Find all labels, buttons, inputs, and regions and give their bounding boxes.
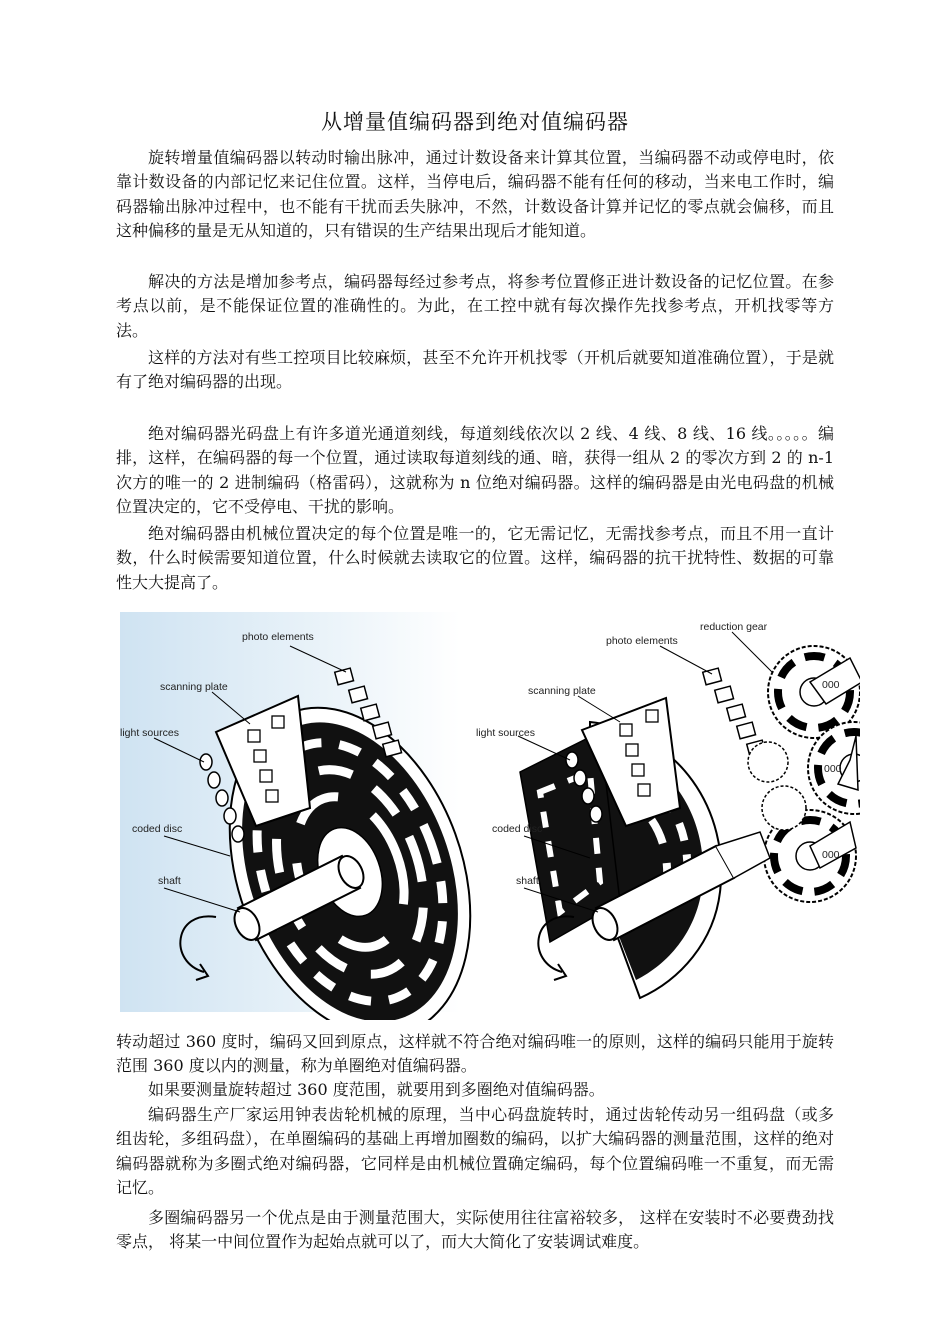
paragraph-single-turn: 转动超过 360 度时，编码又回到原点，这样就不符合绝对编码唯一的原则，这样的编码只能用于旋转范围 360 度以内的测量，称为单圈绝对值编码器。 bbox=[116, 1032, 834, 1076]
multi-turn-encoder-illustration bbox=[476, 621, 860, 998]
paragraph-absolute-intro: 这样的方法对有些工控项目比较麻烦，甚至不允许开机找零（开机后就要知道准确位置），于是就有了绝对编码器的出现。 bbox=[116, 348, 834, 392]
label-shaft-right: shaft bbox=[516, 875, 539, 887]
label-coded-disc-left: coded disc bbox=[132, 823, 183, 835]
label-shaft-left: shaft bbox=[158, 875, 181, 887]
label-photo-elements-right: photo elements bbox=[606, 635, 678, 647]
label-photo-elements-left: photo elements bbox=[242, 631, 314, 643]
paragraph-reference-point: 解决的方法是增加参考点，编码器每经过参考点，将参考位置修正进计数设备的记忆位置。在参考点以前，是不能保证位置的准确性的。为此，在工控中就有每次操作先找参考点，开机找零等方法。 bbox=[116, 272, 834, 340]
page-title: 从增量值编码器到绝对值编码器 bbox=[321, 110, 629, 134]
single-turn-encoder-illustration bbox=[120, 612, 513, 1020]
gear-readout-1: 000 bbox=[822, 679, 840, 691]
label-coded-disc-right: coded disc bbox=[492, 823, 543, 835]
gear-readout-3: 000 bbox=[822, 849, 840, 861]
label-scanning-plate-left: scanning plate bbox=[160, 681, 228, 693]
paragraph-absolute-advantage: 绝对编码器由机械位置决定的每个位置是唯一的，它无需记忆，无需找参考点，而且不用一直计数，什么时候需要知道位置，什么时候就去读取它的位置。这样，编码器的抗干扰特性、数据的可靠性大大提高了。 bbox=[116, 524, 834, 592]
label-light-sources-right: light sources bbox=[476, 727, 535, 739]
paragraph-gear-principle: 编码器生产厂家运用钟表齿轮机械的原理，当中心码盘旋转时，通过齿轮传动另一组码盘（或多组齿轮，多组码盘），在单圈编码的基础上再增加圈数的编码，以扩大编码器的测量范围，这样的绝对编码器就称为多圈式绝对编码器，它同样是由机械位置确定编码，每个位置编码唯一不重复，而无需记忆。 bbox=[116, 1105, 834, 1198]
label-scanning-plate-right: scanning plate bbox=[528, 685, 596, 697]
label-light-sources-left: light sources bbox=[120, 727, 179, 739]
reduction-gear-stack bbox=[748, 646, 860, 902]
gear-readout-2: 000 bbox=[824, 763, 842, 775]
label-reduction-gear: reduction gear bbox=[700, 621, 768, 633]
paragraph-multi-turn-advantage: 多圈编码器另一个优点是由于测量范围大，实际使用往往富裕较多， 这样在安装时不必要费劲找零点， 将某一中间位置作为起始点就可以了，而大大简化了安装调试难度。 bbox=[116, 1208, 834, 1252]
paragraph-coded-disc: 绝对编码器光码盘上有许多道光通道刻线，每道刻线依次以 2 线、4 线、8 线、16 线。。。。。编排，这样，在编码器的每一个位置，通过读取每道刻线的通、暗，获得一组从 2 的零次方到 2 的 n-1 次方的唯一的 2 进制编码（格雷码），这就称为 n 位绝对编码器。这样的编码器是由光电码盘的机械位置决定的，它不受停电、干扰的影响。 bbox=[116, 424, 834, 517]
paragraph-incremental: 旋转增量值编码器以转动时输出脉冲，通过计数设备来计算其位置，当编码器不动或停电时，依靠计数设备的内部记忆来记住位置。这样，当停电后，编码器不能有任何的移动，当来电工作时，编码器输出脉冲过程中，也不能有干扰而丢失脉冲，不然，计数设备计算并记忆的零点就会偏移，而且这种偏移的量是无从知道的，只有错误的生产结果出现后才能知道。 bbox=[116, 148, 834, 241]
encoder-figure bbox=[120, 612, 860, 1020]
paragraph-multi-turn-need: 如果要测量旋转超过 360 度范围，就要用到多圈绝对值编码器。 bbox=[148, 1080, 605, 1099]
